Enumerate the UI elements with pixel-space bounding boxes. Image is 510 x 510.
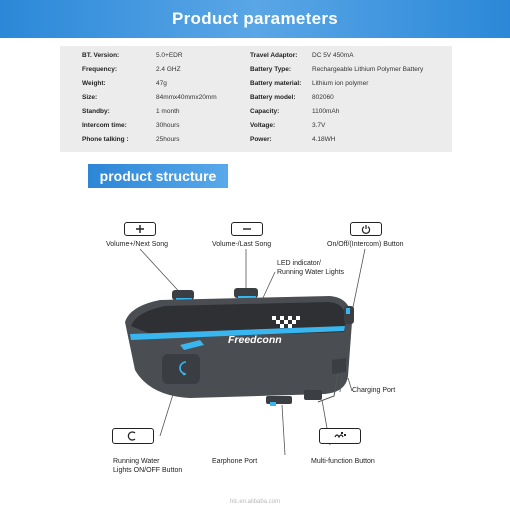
earphone-port-label: Earphone Port bbox=[212, 458, 258, 465]
spec-value: 1100mAh bbox=[312, 108, 340, 115]
charging-port-label: Charging Port bbox=[352, 387, 396, 394]
running-lights-label bbox=[113, 458, 182, 475]
multi-function-icon bbox=[319, 428, 361, 444]
spec-label: Battery material: bbox=[250, 80, 302, 87]
multi-function-port bbox=[304, 390, 322, 400]
spec-value: 802060 bbox=[312, 94, 334, 101]
spec-label: Voltage: bbox=[250, 122, 276, 129]
structure-title: product structure bbox=[99, 168, 217, 184]
spec-label: BT. Version: bbox=[82, 52, 120, 59]
spec-value: 25hours bbox=[156, 136, 180, 143]
spec-value: Lithium ion polymer bbox=[312, 80, 369, 87]
running-lights-button bbox=[162, 354, 200, 384]
spec-label: Battery Type: bbox=[250, 66, 292, 73]
running-lights-label-line1: Running Water bbox=[113, 458, 160, 465]
spec-label: Weight: bbox=[82, 80, 106, 87]
volume-up-label: Volume+/Next Song bbox=[106, 241, 169, 248]
spec-value: Rechargeable Lithium Polymer Battery bbox=[312, 66, 424, 73]
spec-value: 5.0+EDR bbox=[156, 52, 183, 59]
footer-watermark: hlc.en.alibaba.com bbox=[229, 499, 281, 505]
earphone-port bbox=[266, 396, 292, 404]
led-label-line1: LED indicator/ bbox=[277, 260, 321, 267]
brand-logo: Freedconn bbox=[228, 334, 282, 346]
spec-value: 2.4 GHZ bbox=[156, 66, 181, 73]
spec-value: 4.18WH bbox=[312, 136, 336, 143]
spec-label: Battery model: bbox=[250, 94, 296, 101]
spec-value: DC 5V 450mA bbox=[312, 52, 354, 59]
banner-title: Product parameters bbox=[171, 9, 338, 28]
multi-function-label: Multi-function Button bbox=[311, 458, 375, 465]
spec-label: Travel Adaptor: bbox=[250, 52, 298, 59]
spec-value: 30hours bbox=[156, 122, 180, 129]
spec-value: 1 month bbox=[156, 108, 180, 115]
power-button-label: On/Off/(Intercom) Button bbox=[327, 241, 404, 248]
spec-label: Capacity: bbox=[250, 108, 280, 115]
spec-label: Phone talking : bbox=[82, 136, 129, 143]
spec-value: 3.7V bbox=[312, 122, 326, 129]
running-lights-label-line2: Lights ON/OFF Button bbox=[113, 466, 183, 474]
spec-label: Standby: bbox=[82, 108, 110, 115]
spec-label: Frequency: bbox=[82, 66, 118, 73]
volume-down-label: Volume-/Last Song bbox=[212, 241, 272, 248]
running-lights-icon bbox=[112, 428, 154, 444]
spec-label: Power: bbox=[250, 136, 272, 143]
charging-port bbox=[332, 358, 346, 374]
led-label-line2: Running Water Lights bbox=[277, 268, 345, 276]
spec-value: 84mmx40mmx20mm bbox=[156, 94, 217, 101]
spec-value: 47g bbox=[156, 80, 167, 87]
spec-label: Size: bbox=[82, 94, 98, 101]
spec-label: Intercom time: bbox=[82, 122, 127, 129]
